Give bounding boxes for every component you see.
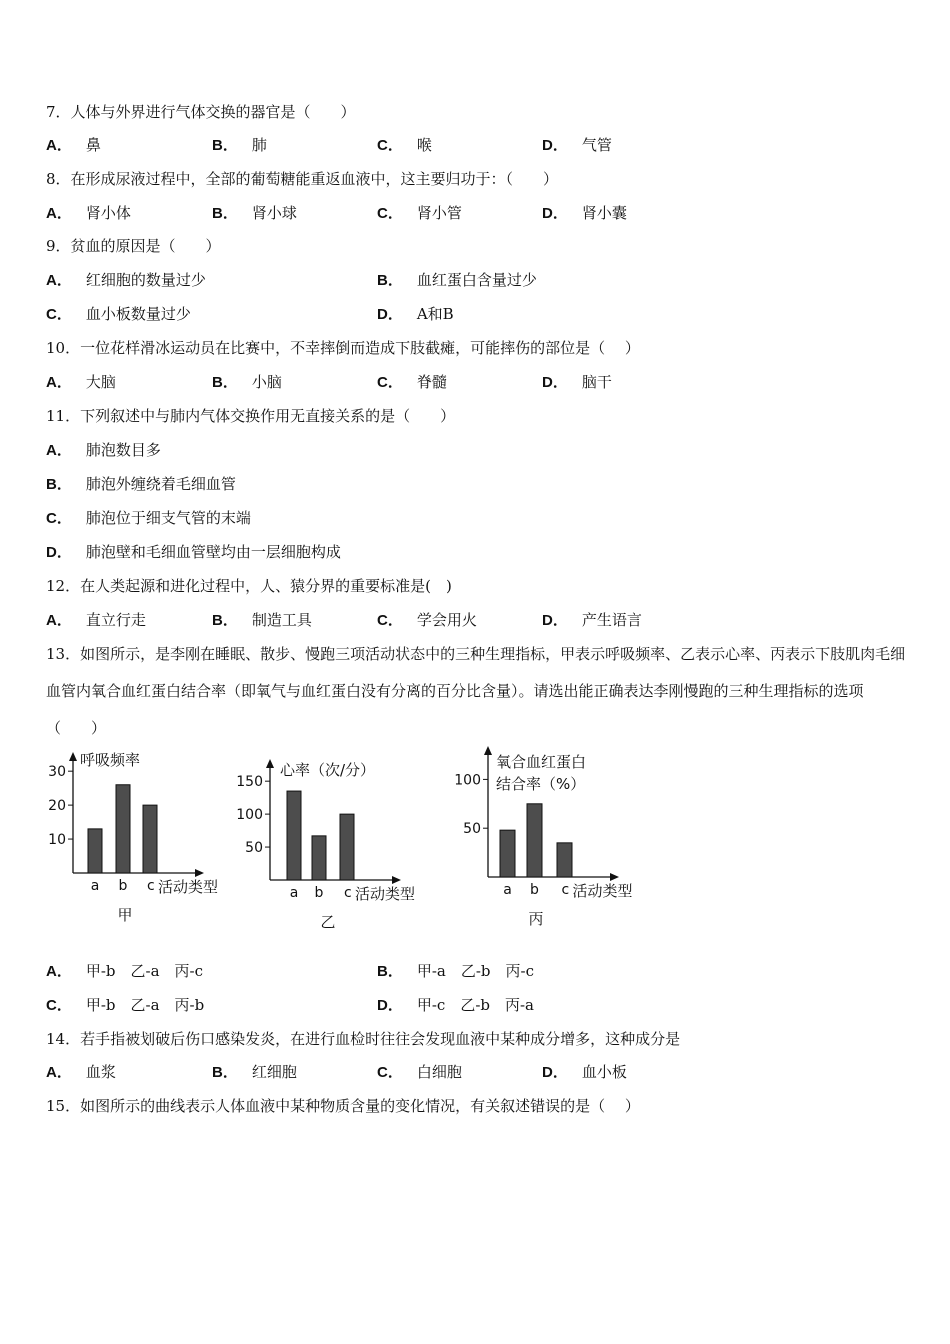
option-b[interactable]: B． 制造工具 (212, 611, 312, 629)
bar-c (557, 843, 572, 877)
bar-a (88, 829, 102, 873)
y-tick-label: 30 (48, 764, 66, 781)
question-15-stem: 15．如图所示的曲线表示人体血液中某种物质含量的变化情况，有关叙述错误的是（ ） (46, 1097, 640, 1115)
bar-a (500, 830, 515, 877)
y-axis-arrow (69, 752, 77, 761)
question-14-stem: 14．若手指被划破后伤口感染发炎，在进行血检时往往会发现血液中某种成分增多，这种成分是 (46, 1030, 681, 1048)
x-tick-label: c (344, 885, 352, 901)
option-d[interactable]: D． 血小板 (542, 1063, 627, 1081)
option-a[interactable]: A． 红细胞的数量过少 (46, 271, 206, 289)
x-axis-arrow (610, 873, 619, 881)
option-c[interactable]: C． 学会用火 (377, 611, 477, 629)
option-b[interactable]: B． 红细胞 (212, 1063, 297, 1081)
y-axis-label-line: 氧合血红蛋白 (496, 753, 587, 771)
x-axis-label: 活动类型 (572, 882, 633, 900)
question-11-stem: 11．下列叙述中与肺内气体交换作用无直接关系的是（ ） (46, 407, 456, 425)
option-b[interactable]: B． 肾小球 (212, 204, 297, 222)
x-axis-label: 活动类型 (158, 878, 219, 896)
x-tick-label: c (147, 878, 155, 894)
option-a[interactable]: A． 鼻 (46, 136, 101, 154)
x-tick-label: c (561, 882, 570, 898)
y-axis-label-line: 结合率（%） (496, 775, 586, 793)
bar-b (312, 836, 326, 880)
question-8-stem: 8．在形成尿液过程中，全部的葡萄糖能重返血液中，这主要归功于：（ ） (46, 170, 559, 188)
option-b[interactable]: B． 血红蛋白含量过少 (377, 271, 537, 289)
x-tick-label: a (289, 885, 299, 901)
option-a[interactable]: A． 血浆 (46, 1063, 116, 1081)
chart-heart-rate (236, 759, 415, 931)
bar-b (527, 804, 542, 877)
y-tick-label: 10 (48, 832, 66, 849)
question-13-stem: 13．如图所示，是李刚在睡眠、散步、慢跑三项活动状态中的三种生理指标，甲表示呼吸频率、乙表示心率、丙表示下肢肌肉毛细血管内氧合血红蛋白结合率（即氧气与血红蛋白没有分离的百分比含量）。请选出能正确表达李刚慢跑的三种生理指标的选项（ ） (46, 645, 906, 737)
y-tick-label: 20 (48, 798, 66, 815)
chart-caption: 甲 (117, 906, 133, 924)
option-d[interactable]: D． 肾小囊 (542, 204, 627, 222)
option-d[interactable]: D． 气管 (542, 136, 612, 154)
option-b[interactable]: B． 甲-a 乙-b 丙-c (377, 962, 534, 980)
question-7-stem: 7．人体与外界进行气体交换的器官是（ ） (46, 103, 356, 121)
y-tick-label: 150 (236, 774, 263, 791)
question-10-stem: 10．一位花样滑冰运动员在比赛中，不幸摔倒而造成下肢截瘫，可能摔伤的部位是（ ） (46, 339, 640, 357)
option-c[interactable]: C． 白细胞 (377, 1063, 462, 1081)
bar-b (116, 785, 130, 873)
y-tick-label: 50 (463, 821, 481, 838)
option-a[interactable]: A． 肾小体 (46, 204, 131, 222)
option-d[interactable]: D． 甲-c 乙-b 丙-a (377, 996, 534, 1014)
question-11-option-c[interactable]: C． 肺泡位于细支气管的末端 (46, 509, 251, 527)
option-a[interactable]: A． 直立行走 (46, 611, 146, 629)
question-12-stem: 12．在人类起源和进化过程中，人、猿分界的重要标准是( ) (46, 577, 452, 595)
question-11-option-d[interactable]: D． 肺泡壁和毛细血管壁均由一层细胞构成 (46, 543, 341, 561)
y-tick-label: 100 (236, 807, 263, 824)
question-11-option-a[interactable]: A． 肺泡数目多 (46, 441, 161, 459)
bar-c (143, 805, 157, 873)
option-a[interactable]: A． 大脑 (46, 373, 116, 391)
y-axis-arrow (484, 746, 492, 755)
option-c[interactable]: C． 喉 (377, 136, 432, 154)
bar-c (340, 814, 354, 880)
y-tick-label: 100 (454, 772, 481, 789)
bar-a (287, 791, 301, 880)
x-tick-label: b (118, 878, 128, 894)
chart-oxyhemoglobin (454, 746, 632, 928)
option-c[interactable]: C． 甲-b 乙-a 丙-b (46, 996, 205, 1014)
option-b[interactable]: B． 肺 (212, 136, 267, 154)
question-11-option-b[interactable]: B． 肺泡外缠绕着毛细血管 (46, 475, 236, 493)
option-c[interactable]: C． 肾小管 (377, 204, 462, 222)
x-tick-label: b (530, 882, 539, 898)
y-axis-label: 心率（次/分） (280, 761, 376, 779)
option-d[interactable]: D． 脑干 (542, 373, 612, 391)
x-axis-arrow (392, 876, 401, 884)
chart-breath-rate (48, 751, 218, 924)
x-axis-label: 活动类型 (355, 885, 416, 903)
question-9-stem: 9．贫血的原因是（ ） (46, 237, 221, 255)
option-d[interactable]: D． 产生语言 (542, 611, 642, 629)
x-tick-label: a (90, 878, 100, 894)
y-axis-arrow (266, 759, 274, 768)
x-tick-label: a (503, 882, 512, 898)
option-b[interactable]: B． 小脑 (212, 373, 282, 391)
chart-caption: 乙 (320, 913, 336, 931)
y-axis-label: 呼吸频率 (80, 751, 141, 769)
option-d[interactable]: D． A和B (377, 305, 454, 323)
option-c[interactable]: C． 血小板数量过少 (46, 305, 191, 323)
x-axis-arrow (195, 869, 204, 877)
chart-caption: 丙 (528, 910, 544, 928)
y-tick-label: 50 (245, 840, 263, 857)
option-c[interactable]: C． 脊髓 (377, 373, 447, 391)
option-a[interactable]: A． 甲-b 乙-a 丙-c (46, 962, 203, 980)
x-tick-label: b (314, 885, 324, 901)
question-13-figure (40, 745, 660, 935)
